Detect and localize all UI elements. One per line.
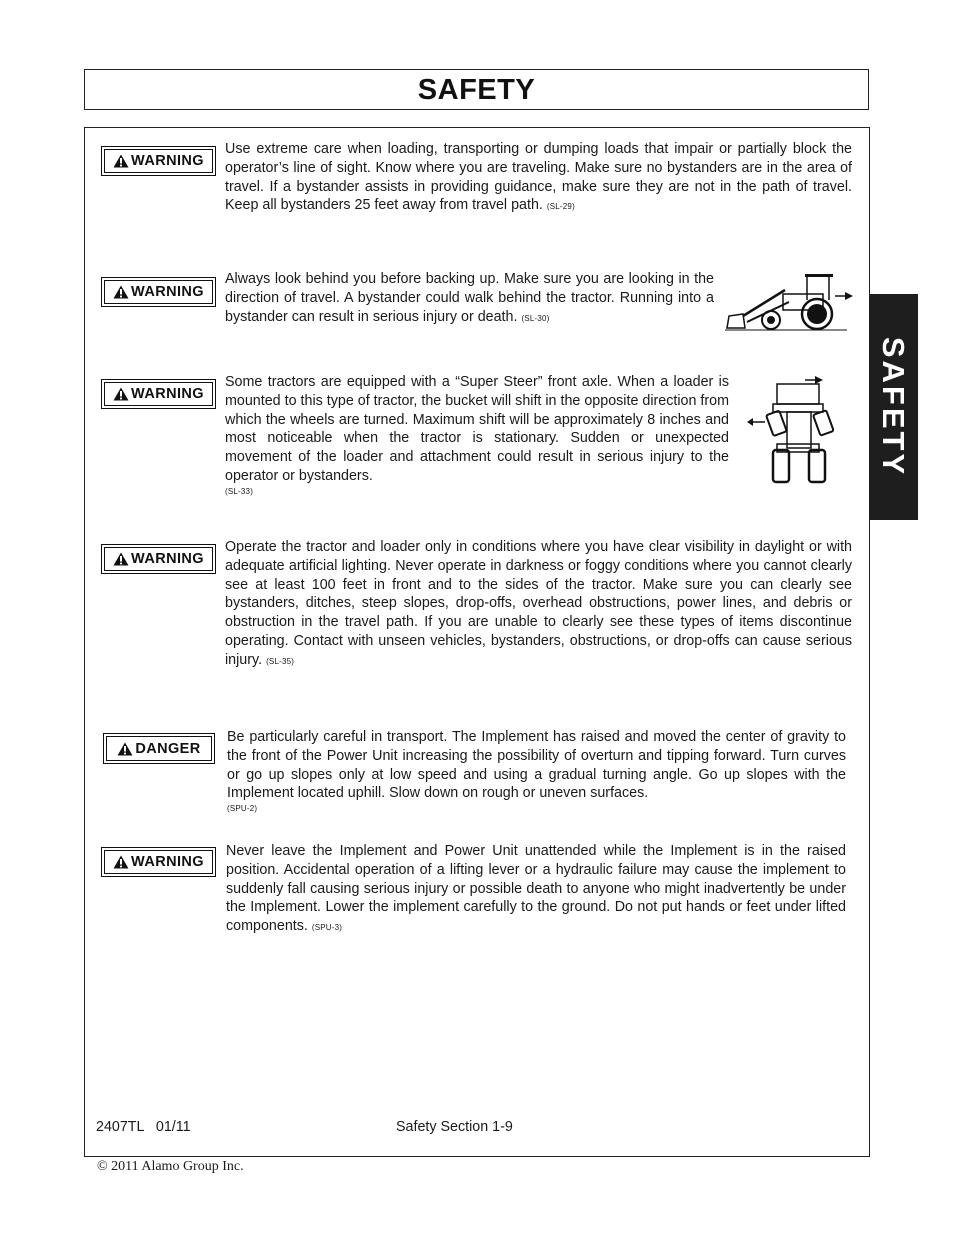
safety-paragraph (227, 728, 846, 815)
sign-word: WARNING (131, 284, 204, 300)
alert-triangle-icon (117, 742, 133, 756)
reference-code: (SPU-3) (311, 923, 343, 933)
warning-sign (101, 379, 216, 409)
paragraph-text: Never leave the Implement and Power Unit unattended while the Implement is in the raised position. Accidental operation of a lifting lever or a hydraulic failure may cause the implement to suddenly fall causing serious injury or possible death to anyone who might inadvertently be under the Implement. Lower the implement carefully to the ground. Do not put hands or feet under lifted components. (226, 843, 846, 935)
safety-paragraph (225, 140, 852, 217)
warning-sign (101, 544, 216, 574)
alert-triangle-icon (113, 387, 129, 401)
page-header (84, 69, 869, 110)
warning-sign (101, 847, 216, 877)
alert-triangle-icon (113, 552, 129, 566)
reference-code: (SL-29) (546, 202, 575, 212)
sign-word: WARNING (131, 386, 204, 402)
alert-triangle-icon (113, 855, 129, 869)
section-side-tab (869, 294, 918, 520)
tractor-super-steer-top-view-icon (747, 374, 837, 486)
copyright-notice: © 2011 Alamo Group Inc. (97, 1159, 244, 1174)
danger-sign (103, 733, 215, 764)
tractor-loader-side-view-icon (723, 270, 853, 334)
sign-word: WARNING (131, 153, 204, 169)
model-date: 2407TL 01/11 (96, 1119, 191, 1135)
sign-word: WARNING (131, 854, 204, 870)
reference-code: (SL-35) (266, 656, 295, 666)
safety-paragraph (226, 842, 846, 938)
safety-paragraph (225, 270, 714, 328)
side-tab-label: SAFETY (876, 336, 912, 478)
paragraph-text: Some tractors are equipped with a “Super Steer” front axle. When a loader is mounted to this type of tractor, the bucket will shift in the opposite direction from which the wheels are turned. Maximum shift will be approximately 8 inches and most noticeable when the tractor is stationary. Sudden or unexpected movement of the loader and attachment could result in serious injury to the operator or bystanders. (225, 374, 729, 484)
reference-code: (SL-30) (521, 313, 550, 323)
safety-paragraph (225, 373, 729, 498)
paragraph-text: Operate the tractor and loader only in conditions where you have clear visibility in daylight or with adequate artificial lighting. Never operate in darkness or foggy conditions where you cannot clearly see at least 100 feet in front and to the sides of the tractor. Make sure you can clearly see bystanders, ditches, steep slopes, drop-offs, overhead obstructions, power lines, and debris or obstruction in the travel path. If you are unable to clearly see these types of items discontinue operating. Contact with unseen vehicles, bystanders, obstructions, or drop-offs can cause serious injury. (225, 539, 852, 668)
reference-code: (SL-33) (225, 486, 254, 496)
reference-code: (SPU-2) (227, 804, 258, 814)
paragraph-text: Be particularly careful in transport. The Implement has raised and moved the center of gravity to the front of the Power Unit increasing the possibility of overturn and tipping forward. Turn curves or go up slopes only at low speed and using a gradual turning angle. Go up slopes with the Implement located uphill. Slow down on rough or uneven surfaces. (227, 729, 846, 802)
paragraph-text: Use extreme care when loading, transporting or dumping loads that impair or partially block the operator’s line of sight. Know where you are traveling. Make sure no bystanders are in the area of travel. If a bystander assists in providing guidance, make sure they are not in the path of travel. Keep all bystanders 25 feet away from travel path. (225, 141, 852, 214)
sign-word: DANGER (135, 740, 201, 757)
safety-paragraph (225, 538, 852, 672)
sign-word: WARNING (131, 551, 204, 567)
paragraph-text: Always look behind you before backing up. Make sure you are looking in the direction of travel. A bystander could walk behind the tractor. Running into a bystander can result in serious injury or death. (225, 271, 714, 325)
alert-triangle-icon (113, 154, 129, 168)
page-title: SAFETY (417, 74, 536, 106)
section-page-number: Safety Section 1-9 (396, 1119, 513, 1135)
alert-triangle-icon (113, 285, 129, 299)
warning-sign (101, 146, 216, 176)
warning-sign (101, 277, 216, 307)
